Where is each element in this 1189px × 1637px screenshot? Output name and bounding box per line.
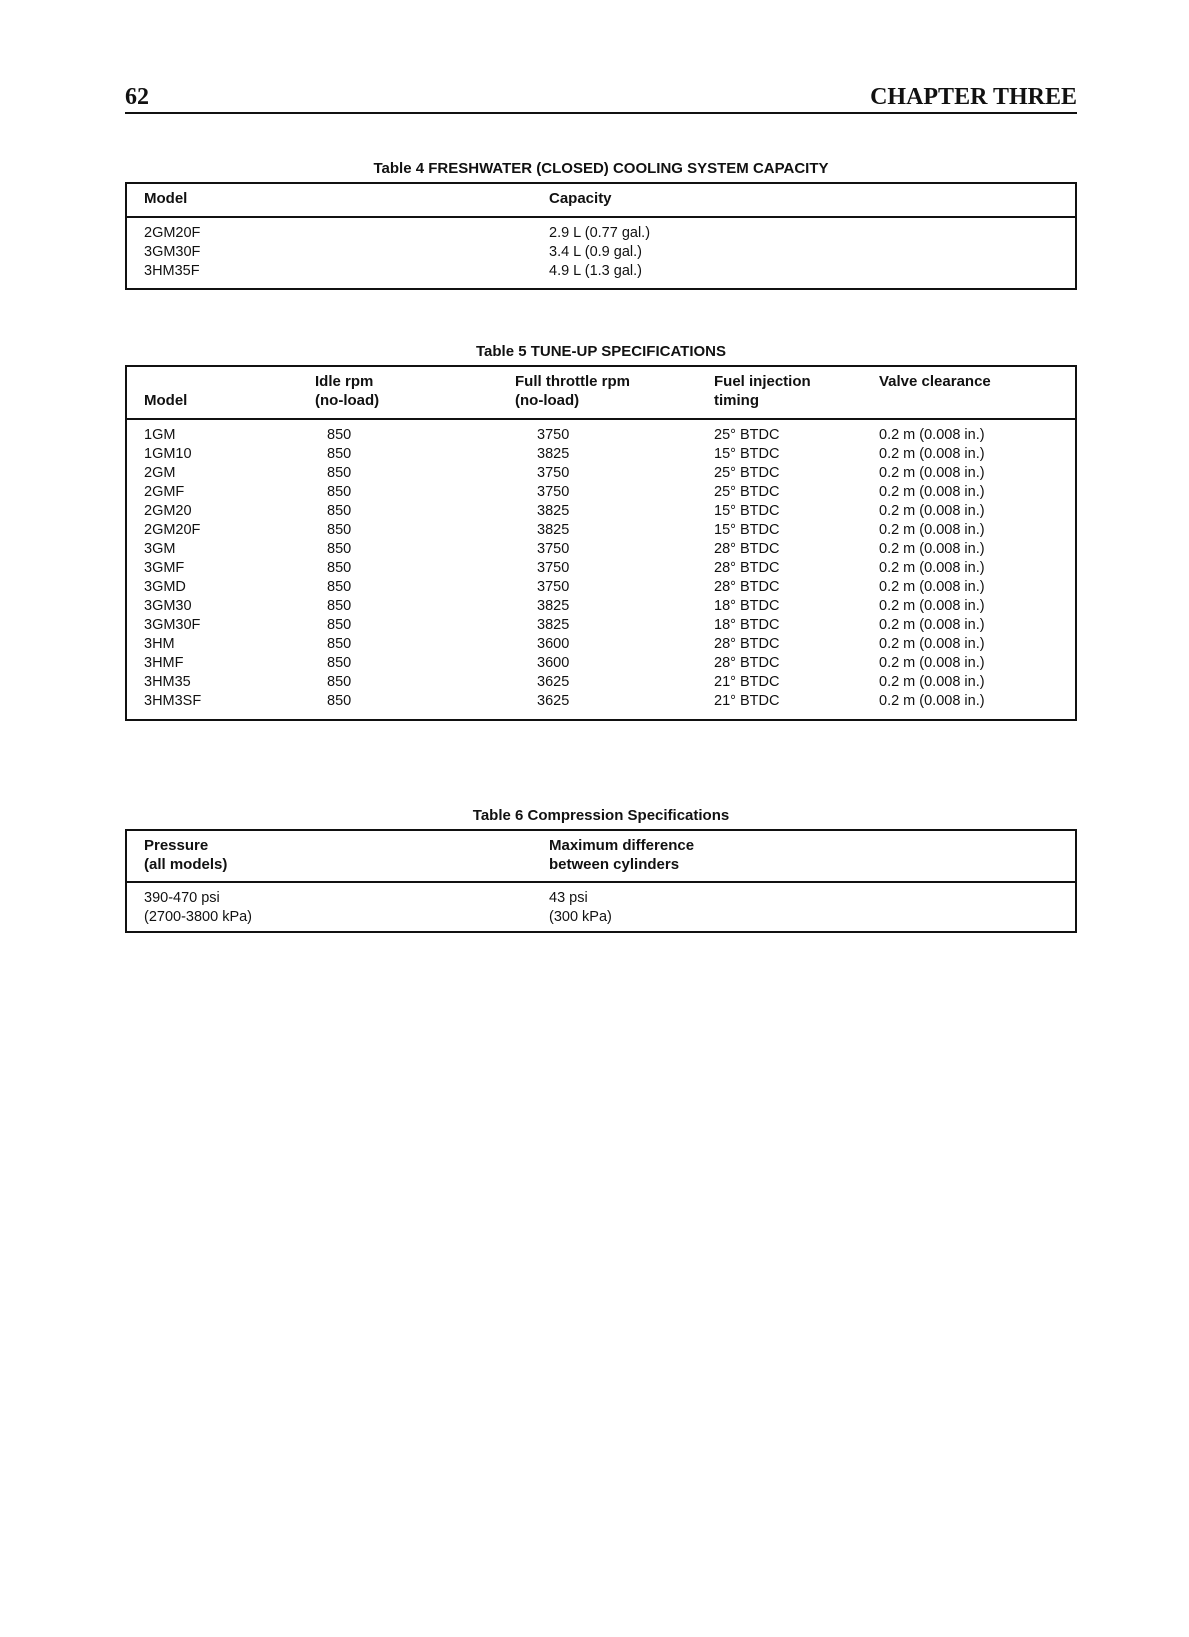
- cell-full-throttle-rpm: 3825: [537, 522, 570, 538]
- cell-idle-rpm: 850: [327, 636, 352, 652]
- cell-full-throttle-rpm: 3825: [537, 446, 570, 462]
- cell-idle-rpm: 850: [327, 617, 352, 633]
- table6-header-row: [127, 831, 1075, 883]
- table-row: [127, 445, 1075, 464]
- cell-idle-rpm: 850: [327, 522, 352, 538]
- cell-valve-clearance: 0.2 m (0.008 in.): [879, 617, 985, 633]
- cell-idle-rpm: 850: [327, 674, 352, 690]
- cell-fuel-injection-timing: 21° BTDC: [714, 693, 780, 709]
- cell-idle-rpm: 850: [327, 484, 352, 500]
- cell-fuel-injection-timing: 28° BTDC: [714, 541, 780, 557]
- table5-header-fuel-injection: Fuel injection: [714, 373, 811, 390]
- cell-valve-clearance: 0.2 m (0.008 in.): [879, 560, 985, 576]
- table5-header-idle-rpm-sub: (no-load): [315, 392, 380, 409]
- cell-idle-rpm: 850: [327, 598, 352, 614]
- table4-cooling-capacity: [125, 182, 1077, 290]
- table5-header-fuel-injection-sub: timing: [714, 392, 759, 409]
- cell-valve-clearance: 0.2 m (0.008 in.): [879, 446, 985, 462]
- cell-full-throttle-rpm: 3750: [537, 465, 570, 481]
- cell-full-throttle-rpm: 3625: [537, 674, 570, 690]
- table-row: [127, 908, 1075, 927]
- cell-fuel-injection-timing: 25° BTDC: [714, 484, 780, 500]
- cell-valve-clearance: 0.2 m (0.008 in.): [879, 655, 985, 671]
- table6-header-pressure-sub: (all models): [144, 856, 228, 873]
- cell-fuel-injection-timing: 28° BTDC: [714, 579, 780, 595]
- cell-valve-clearance: 0.2 m (0.008 in.): [879, 484, 985, 500]
- page-number: 62: [125, 84, 149, 110]
- table6-body: [127, 883, 1075, 935]
- cell-full-throttle-rpm: 3750: [537, 560, 570, 576]
- cell-max-difference: (300 kPa): [549, 909, 612, 925]
- table-row: [127, 654, 1075, 673]
- cell-pressure: (2700-3800 kPa): [144, 909, 253, 925]
- table6-header-max-difference-sub: between cylinders: [549, 856, 680, 873]
- cell-model: 3GM: [144, 541, 176, 557]
- cell-idle-rpm: 850: [327, 693, 352, 709]
- table-row: [127, 464, 1075, 483]
- cell-idle-rpm: 850: [327, 427, 352, 443]
- cell-model: 1GM: [144, 427, 176, 443]
- cell-model: 3GMF: [144, 560, 185, 576]
- cell-fuel-injection-timing: 18° BTDC: [714, 598, 780, 614]
- cell-valve-clearance: 0.2 m (0.008 in.): [879, 693, 985, 709]
- table-row: [127, 578, 1075, 597]
- cell-idle-rpm: 850: [327, 446, 352, 462]
- table5-header-valve-clearance: Valve clearance: [879, 373, 991, 390]
- cell-valve-clearance: 0.2 m (0.008 in.): [879, 598, 985, 614]
- table-row: [127, 692, 1075, 711]
- cell-fuel-injection-timing: 15° BTDC: [714, 522, 780, 538]
- table4-header-capacity: Capacity: [549, 190, 612, 207]
- cell-full-throttle-rpm: 3600: [537, 655, 570, 671]
- cell-valve-clearance: 0.2 m (0.008 in.): [879, 503, 985, 519]
- cell-idle-rpm: 850: [327, 579, 352, 595]
- table6-compression-specs: [125, 829, 1077, 933]
- cell-fuel-injection-timing: 28° BTDC: [714, 636, 780, 652]
- cell-valve-clearance: 0.2 m (0.008 in.): [879, 636, 985, 652]
- table-row: [127, 426, 1075, 445]
- table5-caption: Table 5 TUNE-UP SPECIFICATIONS: [475, 343, 727, 360]
- table5-header-idle-rpm: Idle rpm: [315, 373, 374, 390]
- cell-fuel-injection-timing: 21° BTDC: [714, 674, 780, 690]
- cell-model: 2GM20F: [144, 225, 201, 241]
- cell-model: 3HMF: [144, 655, 184, 671]
- table-row: [127, 673, 1075, 692]
- table5-body: [127, 420, 1075, 719]
- cell-full-throttle-rpm: 3625: [537, 693, 570, 709]
- cell-full-throttle-rpm: 3825: [537, 598, 570, 614]
- table6-caption: Table 6 Compression Specifications: [472, 807, 730, 824]
- cell-fuel-injection-timing: 18° BTDC: [714, 617, 780, 633]
- table4-body: [127, 218, 1075, 289]
- table-row: [127, 502, 1075, 521]
- cell-valve-clearance: 0.2 m (0.008 in.): [879, 427, 985, 443]
- cell-capacity: 2.9 L (0.77 gal.): [549, 225, 651, 241]
- cell-fuel-injection-timing: 15° BTDC: [714, 503, 780, 519]
- table-row: [127, 262, 1075, 281]
- table-row: [127, 224, 1075, 243]
- cell-max-difference: 43 psi: [549, 890, 588, 906]
- cell-model: 2GM20F: [144, 522, 201, 538]
- table-row: [127, 559, 1075, 578]
- cell-full-throttle-rpm: 3750: [537, 579, 570, 595]
- cell-pressure: 390-470 psi: [144, 890, 220, 906]
- cell-idle-rpm: 850: [327, 541, 352, 557]
- cell-fuel-injection-timing: 28° BTDC: [714, 560, 780, 576]
- table5-header-full-throttle-sub: (no-load): [515, 392, 580, 409]
- cell-model: 3GM30: [144, 598, 192, 614]
- cell-valve-clearance: 0.2 m (0.008 in.): [879, 465, 985, 481]
- table4-header-model: Model: [144, 190, 188, 207]
- table5-header-row: [127, 367, 1075, 420]
- cell-fuel-injection-timing: 15° BTDC: [714, 446, 780, 462]
- page-header: [125, 82, 1077, 114]
- cell-full-throttle-rpm: 3750: [537, 484, 570, 500]
- cell-full-throttle-rpm: 3750: [537, 541, 570, 557]
- cell-valve-clearance: 0.2 m (0.008 in.): [879, 522, 985, 538]
- cell-model: 3HM35F: [144, 263, 200, 279]
- table4-caption: Table 4 FRESHWATER (CLOSED) COOLING SYSTEM CAPACITY: [373, 160, 829, 177]
- cell-model: 2GM: [144, 465, 176, 481]
- cell-full-throttle-rpm: 3825: [537, 503, 570, 519]
- table-row: [127, 635, 1075, 654]
- cell-idle-rpm: 850: [327, 465, 352, 481]
- table6-header-max-difference: Maximum difference: [549, 837, 695, 854]
- table5-header-full-throttle: Full throttle rpm: [515, 373, 630, 390]
- chapter-title: CHAPTER THREE: [870, 84, 1077, 110]
- cell-fuel-injection-timing: 25° BTDC: [714, 465, 780, 481]
- cell-model: 3GM30F: [144, 244, 201, 260]
- table4-header-row: [127, 184, 1075, 218]
- table-row: [127, 597, 1075, 616]
- table5-header-model: Model: [144, 392, 188, 409]
- cell-model: 3HM: [144, 636, 175, 652]
- cell-model: 3GM30F: [144, 617, 201, 633]
- table-row: [127, 616, 1075, 635]
- cell-valve-clearance: 0.2 m (0.008 in.): [879, 674, 985, 690]
- cell-model: 2GMF: [144, 484, 185, 500]
- cell-capacity: 3.4 L (0.9 gal.): [549, 244, 642, 260]
- cell-fuel-injection-timing: 28° BTDC: [714, 655, 780, 671]
- cell-model: 1GM10: [144, 446, 192, 462]
- cell-model: 3HM35: [144, 674, 191, 690]
- cell-fuel-injection-timing: 25° BTDC: [714, 427, 780, 443]
- cell-full-throttle-rpm: 3825: [537, 617, 570, 633]
- table-row: [127, 483, 1075, 502]
- cell-full-throttle-rpm: 3600: [537, 636, 570, 652]
- cell-idle-rpm: 850: [327, 503, 352, 519]
- cell-full-throttle-rpm: 3750: [537, 427, 570, 443]
- table5-tune-up-specs: [125, 365, 1077, 721]
- cell-model: 2GM20: [144, 503, 192, 519]
- cell-model: 3GMD: [144, 579, 186, 595]
- cell-model: 3HM3SF: [144, 693, 202, 709]
- table-row: [127, 889, 1075, 908]
- cell-idle-rpm: 850: [327, 560, 352, 576]
- table-row: [127, 243, 1075, 262]
- cell-valve-clearance: 0.2 m (0.008 in.): [879, 541, 985, 557]
- cell-capacity: 4.9 L (1.3 gal.): [549, 263, 642, 279]
- table-row: [127, 521, 1075, 540]
- cell-valve-clearance: 0.2 m (0.008 in.): [879, 579, 985, 595]
- table-row: [127, 540, 1075, 559]
- cell-idle-rpm: 850: [327, 655, 352, 671]
- table6-header-pressure: Pressure: [144, 837, 209, 854]
